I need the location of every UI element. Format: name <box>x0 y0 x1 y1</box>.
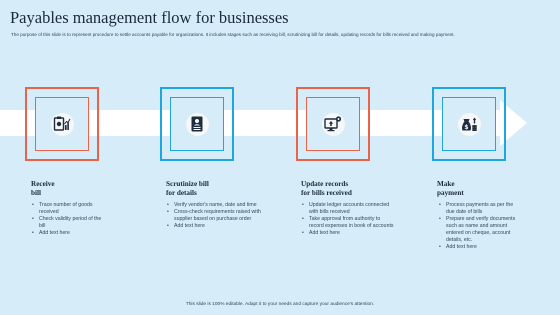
stage-3-point: • Take approval from authority to record expenses in book of accounts <box>300 216 394 230</box>
stage-3-title-line2: for bills received <box>301 189 352 197</box>
stage-2-point: • Verify vendor's name, date and time <box>165 202 263 209</box>
stage-2-point: • Add text here <box>165 223 263 230</box>
id-card-icon <box>188 115 206 133</box>
stage-1-icon-frame <box>35 97 89 151</box>
stage-4-icon-disc <box>458 113 481 136</box>
page-subtitle: The purpose of this slide is to represent procedure to settle accounts payable for organizations. It includes stages such as receiving bill, scrutinizing bill for details, updating records for bills received and making payment. <box>11 32 455 37</box>
bill-chart-icon <box>53 115 71 133</box>
stage-4-point: • Process payments as per the due date of bills <box>437 202 517 216</box>
stage-3-point: • Update ledger accounts connected with bills received <box>300 202 394 216</box>
stage-2-points <box>165 202 263 230</box>
stage-2-title-line2: for details <box>166 189 197 197</box>
stage-4-points <box>437 202 517 251</box>
stage-4-title-line2: payment <box>437 189 464 197</box>
stage-1-points <box>30 202 104 237</box>
stage-4-point: • Add text here <box>437 244 517 251</box>
money-bag-icon <box>460 115 478 133</box>
stage-3-icon-frame <box>306 97 360 151</box>
stage-1-title-line2: bill <box>31 189 41 197</box>
stage-3-icon-disc <box>322 113 345 136</box>
stage-3-point: • Add text here <box>300 230 394 237</box>
stage-3-title-line1: Update records <box>301 180 349 188</box>
stage-3-points <box>300 202 394 237</box>
stage-1-icon-disc <box>51 113 74 136</box>
stage-2-icon-disc <box>186 113 209 136</box>
stage-4-icon-frame <box>442 97 496 151</box>
stage-1-point: • Add text here <box>30 230 104 237</box>
stage-3-title <box>301 180 391 198</box>
stage-4-title-line1: Make <box>437 180 455 188</box>
stage-4-title <box>437 180 527 198</box>
stage-1-title <box>31 180 121 198</box>
svg-text:$: $ <box>464 124 469 131</box>
page-title: Payables management flow for businesses <box>10 8 289 27</box>
stage-2-title <box>166 180 256 198</box>
monitor-upload-gear-icon <box>324 115 342 133</box>
stage-1-title-line1: Receive <box>31 180 55 188</box>
stage-2-point: • Cross-check requirements raised with supplier based on purchase order <box>165 209 263 223</box>
stage-1-point: • Check validity period of the bill <box>30 216 104 230</box>
stage-4-point: • Prepare and verify documents such as name and amount entered on cheque, account details, etc. <box>437 216 517 244</box>
stage-2-title-line1: Scrutinize bill <box>166 180 209 188</box>
stage-2-icon-frame <box>170 97 224 151</box>
stage-1-point: • Trace number of goods received <box>30 202 104 216</box>
page-footer: This slide is 100% editable. Adapt it to your needs and capture your audience's attention. <box>185 302 375 307</box>
